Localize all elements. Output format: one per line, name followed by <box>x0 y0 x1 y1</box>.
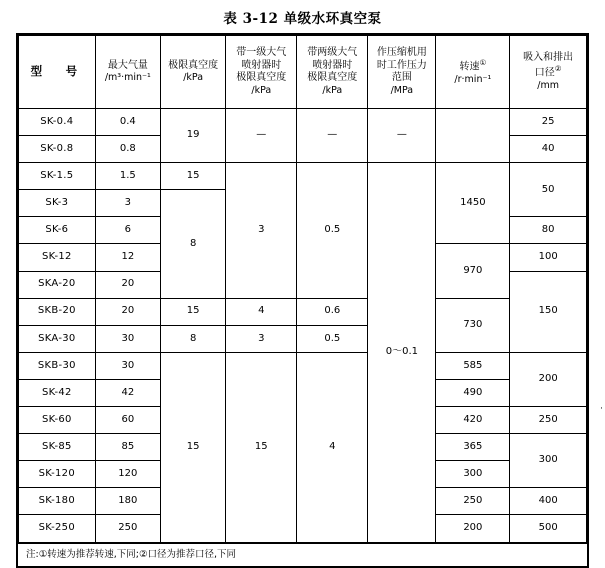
table-header <box>19 36 587 109</box>
vacuum-cell: 15 <box>160 352 225 542</box>
two-stage-cell: 0.6 <box>297 298 368 325</box>
header-one-stage-line2: 喷射器时 <box>241 59 282 71</box>
port-cell: 500 <box>510 515 587 542</box>
model-cell: SK-1.5 <box>19 163 96 190</box>
header-two-stage-line1: 带两级大气 <box>307 47 358 59</box>
model-cell: SK-180 <box>19 488 96 515</box>
header-speed-unit: /r·min⁻¹ <box>454 73 492 85</box>
header-port-line1: 吸入和排出 <box>523 51 574 63</box>
model-cell: SK-85 <box>19 434 96 461</box>
speed-cell: 730 <box>436 298 510 352</box>
two-stage-cell: 4 <box>297 352 368 542</box>
header-port-line2 <box>511 64 585 80</box>
speed-cell: 420 <box>436 407 510 434</box>
model-cell: SKA-20 <box>19 271 96 298</box>
one-stage-cell: 3 <box>226 163 297 298</box>
pressure-cell: 0～0.1 <box>368 163 436 542</box>
header-two-stage-line3: 极限真空度 <box>307 72 358 84</box>
flow-cell: 120 <box>95 461 160 488</box>
port-cell: 80 <box>510 217 587 244</box>
port-cell: 150 <box>510 271 587 352</box>
port-cell: 300 <box>510 434 587 488</box>
header-speed-text: 转速 <box>459 61 480 73</box>
one-stage-cell: 3 <box>226 325 297 352</box>
header-model <box>19 36 96 109</box>
spec-table <box>18 35 587 543</box>
model-cell: SK-42 <box>19 379 96 406</box>
header-two-stage <box>297 36 368 109</box>
header-two-stage-line2: 喷射器时 <box>312 59 353 71</box>
header-one-stage-unit: /kPa <box>251 84 272 96</box>
port-cell: 250 <box>510 407 587 434</box>
flow-cell: 3 <box>95 190 160 217</box>
flow-cell: 30 <box>95 325 160 352</box>
table-row <box>19 109 587 136</box>
flow-cell: 1.5 <box>95 163 160 190</box>
header-flow <box>95 36 160 109</box>
header-one-stage-line1: 带一级大气 <box>236 47 287 59</box>
speed-cell: 200 <box>436 515 510 542</box>
model-cell: SKB-20 <box>19 298 96 325</box>
header-port <box>510 36 587 109</box>
flow-cell: 85 <box>95 434 160 461</box>
flow-cell: 250 <box>95 515 160 542</box>
port-cell: 100 <box>510 244 587 271</box>
model-cell: SK-6 <box>19 217 96 244</box>
flow-cell: 12 <box>95 244 160 271</box>
table-body <box>19 109 587 543</box>
header-flow-unit: /m³·min⁻¹ <box>104 72 151 84</box>
speed-cell: 1450 <box>436 163 510 244</box>
flow-cell: 20 <box>95 271 160 298</box>
header-port-text: 口径 <box>534 67 555 79</box>
model-cell: SK-250 <box>19 515 96 542</box>
table-container <box>16 33 589 568</box>
table-row <box>19 298 587 325</box>
table-caption: 表 3-12 单级水环真空泵 <box>223 11 382 27</box>
header-port-footnote-mark: ② <box>554 64 562 74</box>
port-cell: 50 <box>510 163 587 217</box>
two-stage-cell: 0.5 <box>297 325 368 352</box>
table-row <box>19 352 587 379</box>
vacuum-cell: 8 <box>160 190 225 298</box>
port-cell: 40 <box>510 136 587 163</box>
table-row <box>19 163 587 190</box>
flow-cell: 6 <box>95 217 160 244</box>
stray-mark: · <box>600 404 603 414</box>
two-stage-cell: — <box>297 109 368 163</box>
table-note: 注:①转速为推荐转速,下同;②口径为推荐口径,下同 <box>18 543 587 566</box>
header-port-unit: /mm <box>537 80 559 92</box>
vacuum-cell: 19 <box>160 109 225 163</box>
header-vacuum-unit: /kPa <box>183 72 204 84</box>
header-speed-label <box>437 58 508 74</box>
header-two-stage-unit: /kPa <box>322 84 343 96</box>
speed-cell: 250 <box>436 488 510 515</box>
two-stage-cell: 0.5 <box>297 163 368 298</box>
speed-cell: 585 <box>436 352 510 379</box>
one-stage-cell: 15 <box>226 352 297 542</box>
model-cell: SKB-30 <box>19 352 96 379</box>
one-stage-cell: 4 <box>226 298 297 325</box>
header-pressure-line3: 范围 <box>391 72 412 84</box>
header-vacuum <box>160 36 225 109</box>
header-model-label: 型 号 <box>30 64 84 79</box>
vacuum-cell: 8 <box>160 325 225 352</box>
vacuum-cell: 15 <box>160 163 225 190</box>
speed-cell: 300 <box>436 461 510 488</box>
header-vacuum-label: 极限真空度 <box>168 59 219 71</box>
header-speed-footnote-mark: ① <box>479 58 487 68</box>
speed-cell: 490 <box>436 379 510 406</box>
port-cell: 200 <box>510 352 587 406</box>
flow-cell: 30 <box>95 352 160 379</box>
header-pressure-line2: 时工作压力 <box>376 59 427 71</box>
speed-cell: 365 <box>436 434 510 461</box>
pressure-cell: — <box>368 109 436 163</box>
header-one-stage-line3: 极限真空度 <box>236 72 287 84</box>
model-cell: SK-3 <box>19 190 96 217</box>
flow-cell: 180 <box>95 488 160 515</box>
header-pressure <box>368 36 436 109</box>
one-stage-cell: — <box>226 109 297 163</box>
model-cell: SK-120 <box>19 461 96 488</box>
port-cell: 25 <box>510 109 587 136</box>
speed-cell <box>436 109 510 163</box>
flow-cell: 42 <box>95 379 160 406</box>
flow-cell: 20 <box>95 298 160 325</box>
vacuum-cell: 15 <box>160 298 225 325</box>
header-pressure-line1: 作压缩机用 <box>376 47 427 59</box>
model-cell: SKA-30 <box>19 325 96 352</box>
model-cell: SK-60 <box>19 407 96 434</box>
model-cell: SK-0.4 <box>19 109 96 136</box>
header-row <box>19 36 587 109</box>
port-cell: 400 <box>510 488 587 515</box>
flow-cell: 60 <box>95 407 160 434</box>
model-cell: SK-12 <box>19 244 96 271</box>
speed-cell: 970 <box>436 244 510 298</box>
header-one-stage <box>226 36 297 109</box>
header-flow-label: 最大气量 <box>107 59 148 71</box>
flow-cell: 0.8 <box>95 136 160 163</box>
flow-cell: 0.4 <box>95 109 160 136</box>
header-pressure-unit: /MPa <box>390 84 414 96</box>
model-cell: SK-0.8 <box>19 136 96 163</box>
header-speed <box>436 36 510 109</box>
